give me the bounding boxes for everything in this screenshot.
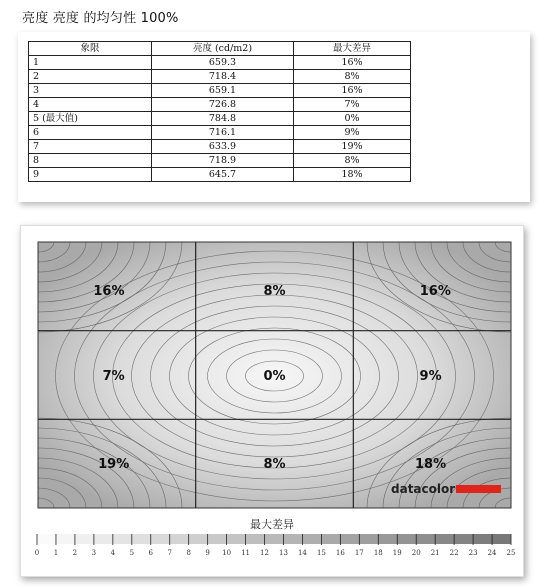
legend-swatch: [302, 534, 321, 544]
zone-label: 9%: [419, 369, 442, 384]
cell-maxdiff: 19%: [294, 140, 411, 154]
cell-zone: 9: [29, 168, 152, 182]
cell-maxdiff: 8%: [294, 154, 411, 168]
legend-tick-label: 14: [297, 549, 307, 557]
cell-luminance: 659.3: [152, 56, 294, 70]
legend-swatch: [283, 534, 302, 544]
legend-swatch: [75, 534, 94, 544]
legend-tick-label: 6: [148, 549, 153, 557]
cell-zone: 2: [29, 70, 152, 84]
legend-swatch: [132, 534, 151, 544]
header-luminance: 亮度 (cd/m2): [152, 42, 294, 56]
cell-maxdiff: 18%: [294, 168, 411, 182]
legend-tick-label: 15: [316, 549, 326, 557]
legend-swatch: [37, 534, 56, 544]
legend-tick-label: 4: [110, 549, 116, 557]
table-row: [29, 168, 411, 182]
legend-swatch: [359, 534, 378, 544]
table-header-row: [29, 42, 411, 56]
legend-swatch: [378, 534, 397, 544]
legend-tick-label: 17: [354, 549, 364, 557]
legend-swatch: [473, 534, 492, 544]
table-row: [29, 154, 411, 168]
zone-label: 0%: [263, 369, 286, 384]
legend-tick-label: 3: [91, 549, 97, 557]
cell-luminance: 718.4: [152, 70, 294, 84]
map-mask: [21, 226, 523, 242]
legend-tick-label: 5: [129, 549, 135, 557]
legend-swatch: [94, 534, 113, 544]
zone-label: 16%: [419, 283, 451, 299]
zone-label: 8%: [263, 456, 286, 472]
zone-label: 7%: [102, 369, 125, 384]
legend-tick-label: 10: [222, 549, 232, 557]
legend-title: 最大差异: [250, 518, 294, 531]
uniformity-table-card: [18, 32, 530, 202]
legend-swatch: [416, 534, 435, 544]
cell-maxdiff: 9%: [294, 126, 411, 140]
zone-label: 18%: [415, 456, 447, 472]
uniformity-map-card: [20, 225, 524, 577]
table-row: [29, 70, 411, 84]
cell-luminance: 726.8: [152, 98, 294, 112]
cell-zone: 5 (最大值): [29, 112, 152, 126]
cell-luminance: 659.1: [152, 84, 294, 98]
uniformity-map: [21, 226, 523, 576]
cell-zone: 8: [29, 154, 152, 168]
cell-zone: 3: [29, 84, 152, 98]
legend-tick-label: 23: [468, 549, 478, 557]
table-row: [29, 98, 411, 112]
zone-label: 8%: [263, 283, 286, 299]
cell-zone: 1: [29, 56, 152, 70]
table-row: [29, 112, 411, 126]
cell-luminance: 645.7: [152, 168, 294, 182]
legend-tick-label: 2: [72, 549, 78, 557]
cell-zone: 7: [29, 140, 152, 154]
table-row: [29, 56, 411, 70]
brand-bar: [456, 485, 501, 493]
legend-swatch: [208, 534, 227, 544]
zone-label: 19%: [98, 456, 130, 472]
legend-tick-label: 25: [506, 549, 516, 557]
legend-tick-label: 8: [186, 549, 191, 557]
cell-maxdiff: 16%: [294, 56, 411, 70]
legend-tick-label: 20: [411, 549, 421, 557]
legend-tick-label: 18: [373, 549, 383, 557]
legend-swatch: [340, 534, 359, 544]
zone-label: 16%: [93, 283, 125, 299]
uniformity-table: [28, 41, 411, 182]
legend-tick-label: 12: [260, 549, 269, 557]
cell-luminance: 718.9: [152, 154, 294, 168]
cell-maxdiff: 8%: [294, 70, 411, 84]
legend-tick-label: 22: [449, 549, 459, 557]
cell-maxdiff: 16%: [294, 84, 411, 98]
legend-swatch: [189, 534, 208, 544]
cell-maxdiff: 7%: [294, 98, 411, 112]
cell-zone: 4: [29, 98, 152, 112]
cell-luminance: 633.9: [152, 140, 294, 154]
cell-luminance: 784.8: [152, 112, 294, 126]
legend-tick-label: 11: [241, 549, 251, 557]
legend-tick-label: 21: [430, 549, 440, 557]
legend-tick-label: 0: [34, 549, 40, 557]
legend-swatch: [170, 534, 189, 544]
header-zone: 象限: [29, 42, 152, 56]
legend-swatch: [265, 534, 284, 544]
map-mask: [21, 226, 38, 576]
legend-swatch: [397, 534, 416, 544]
table-row: [29, 84, 411, 98]
legend-tick-label: 7: [167, 549, 172, 557]
legend-swatch: [454, 534, 473, 544]
brand-logo: datacolor: [391, 482, 456, 496]
cell-zone: 6: [29, 126, 152, 140]
legend-swatch: [151, 534, 170, 544]
cell-luminance: 716.1: [152, 126, 294, 140]
legend-swatch: [492, 534, 511, 544]
map-mask: [511, 226, 523, 576]
cell-maxdiff: 0%: [294, 112, 411, 126]
legend-tick-label: 19: [392, 549, 402, 557]
table-row: [29, 126, 411, 140]
legend-swatch: [113, 534, 132, 544]
table-row: [29, 140, 411, 154]
legend-swatch: [321, 534, 340, 544]
legend-swatch: [56, 534, 75, 544]
legend-swatch: [246, 534, 265, 544]
header-maxdiff: 最大差异: [294, 42, 411, 56]
legend-tick-label: 16: [335, 549, 345, 557]
page-title: 亮度 亮度 的均匀性 100%: [22, 11, 179, 26]
legend-tick-label: 13: [279, 549, 288, 557]
legend-swatch: [227, 534, 246, 544]
legend-tick-label: 1: [53, 549, 59, 557]
legend-tick-label: 9: [205, 549, 210, 557]
legend-tick-label: 24: [487, 549, 497, 557]
legend-swatch: [435, 534, 454, 544]
